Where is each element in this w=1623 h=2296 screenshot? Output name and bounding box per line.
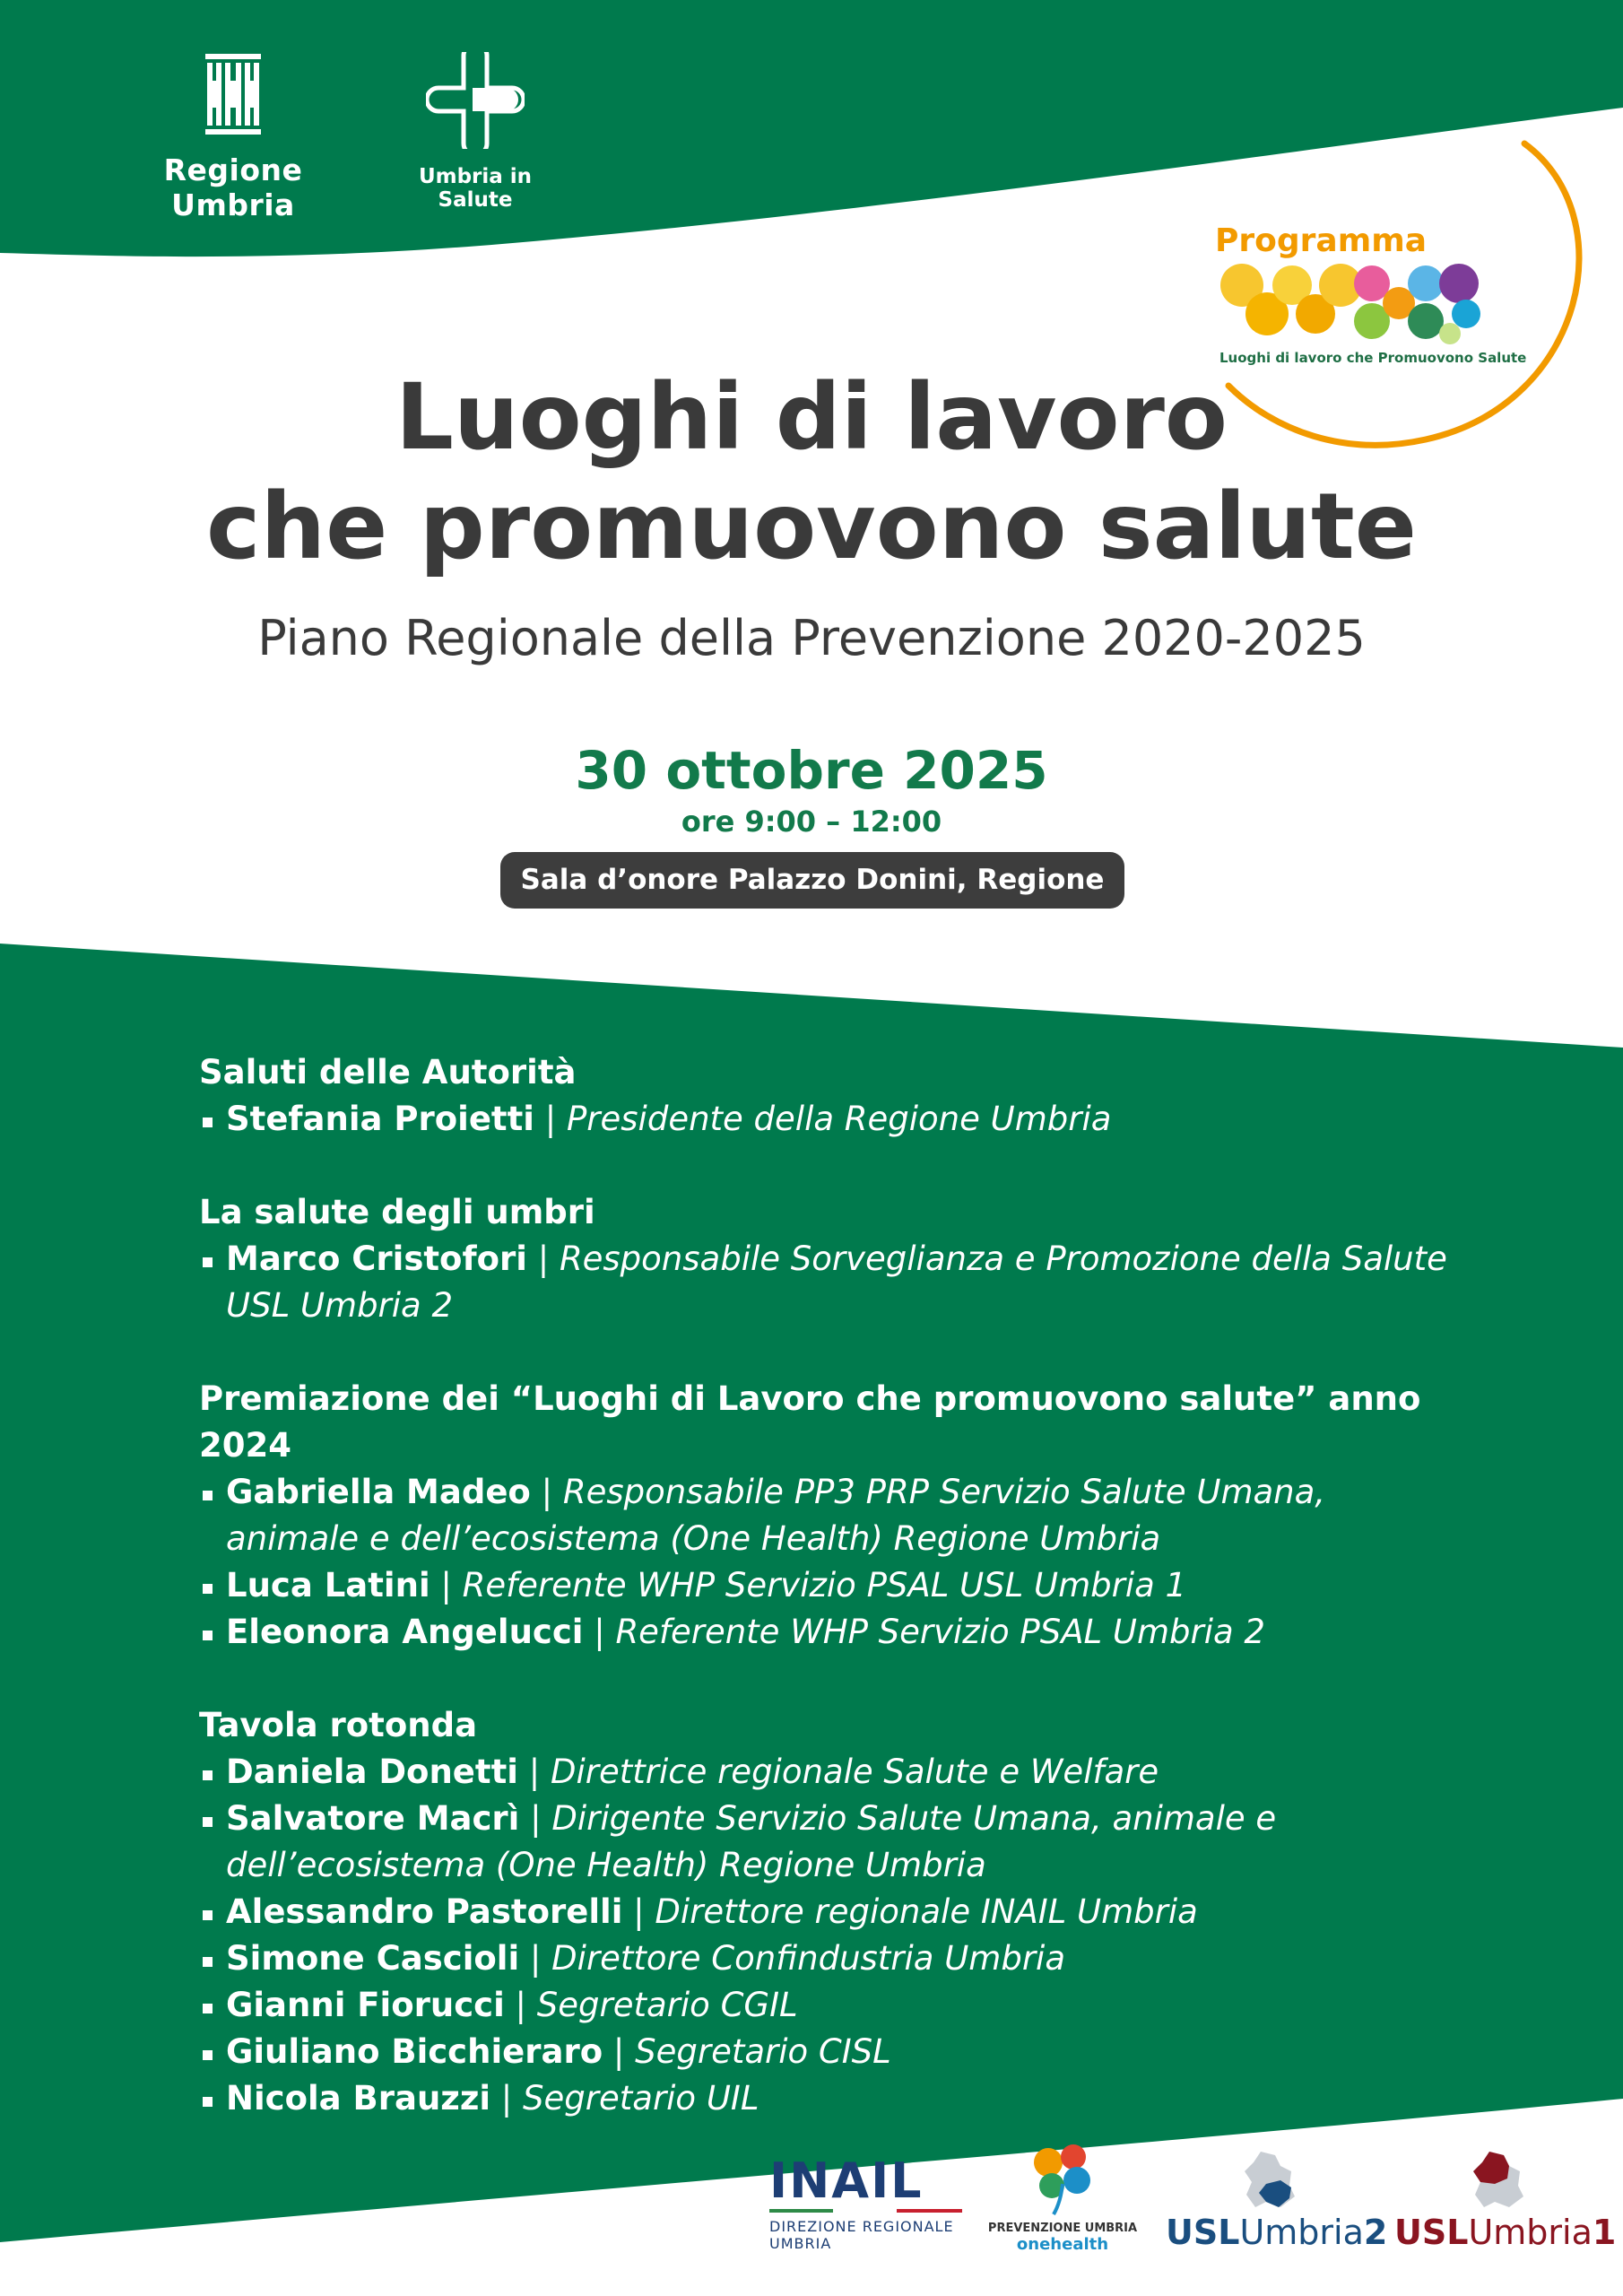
speaker-role: Direttrice regionale Salute e Welfare (550, 1752, 1159, 1791)
speaker-item: Daniela Donetti | Direttrice regionale Salute e Welfare (199, 1749, 1454, 1796)
prevenzione-line-1: PREVENZIONE UMBRIA (987, 2222, 1138, 2235)
speaker-name: Marco Cristofori (226, 1239, 527, 1278)
speaker-name: Gabriella Madeo (226, 1473, 531, 1511)
speaker-role: Direttore regionale INAIL Umbria (655, 1892, 1198, 1931)
speaker-name: Giuliano Bicchieraro (226, 2032, 603, 2071)
inail-wordmark: INAIL (769, 2152, 924, 2209)
speaker-item: Eleonora Angelucci | Referente WHP Servizio PSAL Umbria 2 (199, 1609, 1454, 1656)
speaker-name: Nicola Brauzzi (226, 2079, 491, 2118)
speaker-name: Alessandro Pastorelli (226, 1892, 623, 1931)
regione-umbria-name: Regione Umbria (163, 152, 303, 222)
umbria-in-salute-logo (386, 52, 565, 212)
agenda-section-title: Premiazione dei “Luoghi di Lavoro che promuovono salute” anno 2024 (199, 1379, 1421, 1465)
speaker-role: Segretario CGIL (536, 1986, 798, 2024)
prevenzione-line-2: onehealth (1016, 2235, 1109, 2254)
health-cross-icon (426, 52, 525, 149)
event-venue-badge: Sala d’onore Palazzo Donini, Regione Umbria (500, 852, 1124, 909)
umbria-map-icon (1239, 2148, 1298, 2211)
regione-umbria-logo (99, 54, 368, 222)
speaker-name: Luca Latini (226, 1566, 430, 1605)
inail-line-1: DIREZIONE REGIONALE (769, 2218, 954, 2235)
usl-umbria-2-logo (1166, 2148, 1388, 2252)
agenda-section-title: Tavola rotonda (199, 1706, 478, 1744)
agenda-section (199, 1049, 1454, 1143)
speaker-item: Giuliano Bicchieraro | Segretario CISL (199, 2029, 1454, 2075)
regione-umbria-emblem-icon (205, 54, 261, 135)
umbria-map-icon (1468, 2148, 1527, 2211)
speaker-item: Gabriella Madeo | Responsabile PP3 PRP Servizio Salute Umana, animale e dell’ecosistema (One Health) Regione Umbria (199, 1469, 1454, 1562)
clover-leaf-icon (1027, 2139, 1098, 2216)
umbria-in-salute-name: Umbria in Salute (418, 165, 533, 212)
speaker-role: Referente WHP Servizio PSAL Umbria 2 (615, 1613, 1265, 1651)
agenda-section (199, 1189, 1454, 1329)
speaker-role: Referente WHP Servizio PSAL USL Umbria 1 (462, 1566, 1187, 1605)
speaker-name: Simone Cascioli (226, 1939, 520, 1978)
speaker-role: Segretario CISL (635, 2032, 891, 2071)
whp-letters-icon (1215, 258, 1520, 348)
speaker-role: Presidente della Regione Umbria (566, 1100, 1112, 1138)
partner-logos (0, 2135, 1623, 2296)
whp-program-subtitle: Luoghi di lavoro che Promuovono Salute (1219, 350, 1527, 366)
speaker-name: Eleonora Angelucci (226, 1613, 584, 1651)
speaker-item: Stefania Proietti | Presidente della Regione Umbria (199, 1096, 1454, 1143)
speaker-item: Alessandro Pastorelli | Direttore regionale INAIL Umbria (199, 1889, 1454, 1935)
speaker-role: Dirigente Servizio Salute Umana, animale e dell’ecosistema (One Health) Regione Umbria (226, 1799, 1277, 1884)
speaker-item: Luca Latini | Referente WHP Servizio PSAL USL Umbria 1 (199, 1562, 1454, 1609)
page-title (0, 363, 1623, 582)
inail-logo (769, 2152, 962, 2252)
agenda-section (199, 1702, 1454, 2122)
whp-program-label: Programma (1215, 222, 1428, 259)
event-time: ore 9:00 – 12:00 (681, 804, 942, 839)
speaker-name: Salvatore Macrì (226, 1799, 520, 1838)
agenda-section (199, 1376, 1454, 1656)
agenda-section-title: Saluti delle Autorità (199, 1053, 577, 1091)
usl-umbria-2-label: USLUmbria2 (1166, 2213, 1388, 2252)
speaker-item: Salvatore Macrì | Dirigente Servizio Salute Umana, animale e dell’ecosistema (One Health) Regione Umbria (199, 1796, 1454, 1889)
speaker-role: Responsabile PP3 PRP Servizio Salute Umana, animale e dell’ecosistema (One Health) Regione Umbria (226, 1473, 1326, 1558)
inail-tricolor-rule (769, 2209, 962, 2213)
speaker-role: Segretario UIL (523, 2079, 759, 2118)
prevenzione-umbria-logo (986, 2139, 1139, 2254)
speaker-role: Direttore Confindustria Umbria (551, 1939, 1066, 1978)
speaker-name: Stefania Proietti (226, 1100, 534, 1138)
program-agenda (199, 1049, 1454, 2169)
inail-line-2: UMBRIA (769, 2235, 832, 2252)
event-date: 30 ottobre 2025 (575, 740, 1048, 801)
agenda-section-title: La salute degli umbri (199, 1193, 595, 1231)
speaker-name: Gianni Fiorucci (226, 1986, 505, 2024)
speaker-item: Simone Cascioli | Direttore Confindustria Umbria (199, 1935, 1454, 1982)
page-subtitle: Piano Regionale della Prevenzione 2020-2025 (257, 610, 1366, 666)
speaker-item: Gianni Fiorucci | Segretario CGIL (199, 1982, 1454, 2029)
usl-umbria-1-label: USLUmbria1 (1394, 2213, 1617, 2252)
title-line-2: che promuovono salute (206, 474, 1417, 580)
speaker-role: Responsabile Sorveglianza e Promozione della Salute USL Umbria 2 (226, 1239, 1447, 1325)
title-line-1: Luoghi di lavoro (395, 364, 1228, 471)
usl-umbria-1-logo (1394, 2148, 1617, 2252)
speaker-item: Marco Cristofori | Responsabile Sorveglianza e Promozione della Salute USL Umbria 2 (199, 1236, 1454, 1329)
speaker-name: Daniela Donetti (226, 1752, 518, 1791)
speaker-item: Nicola Brauzzi | Segretario UIL (199, 2075, 1454, 2122)
